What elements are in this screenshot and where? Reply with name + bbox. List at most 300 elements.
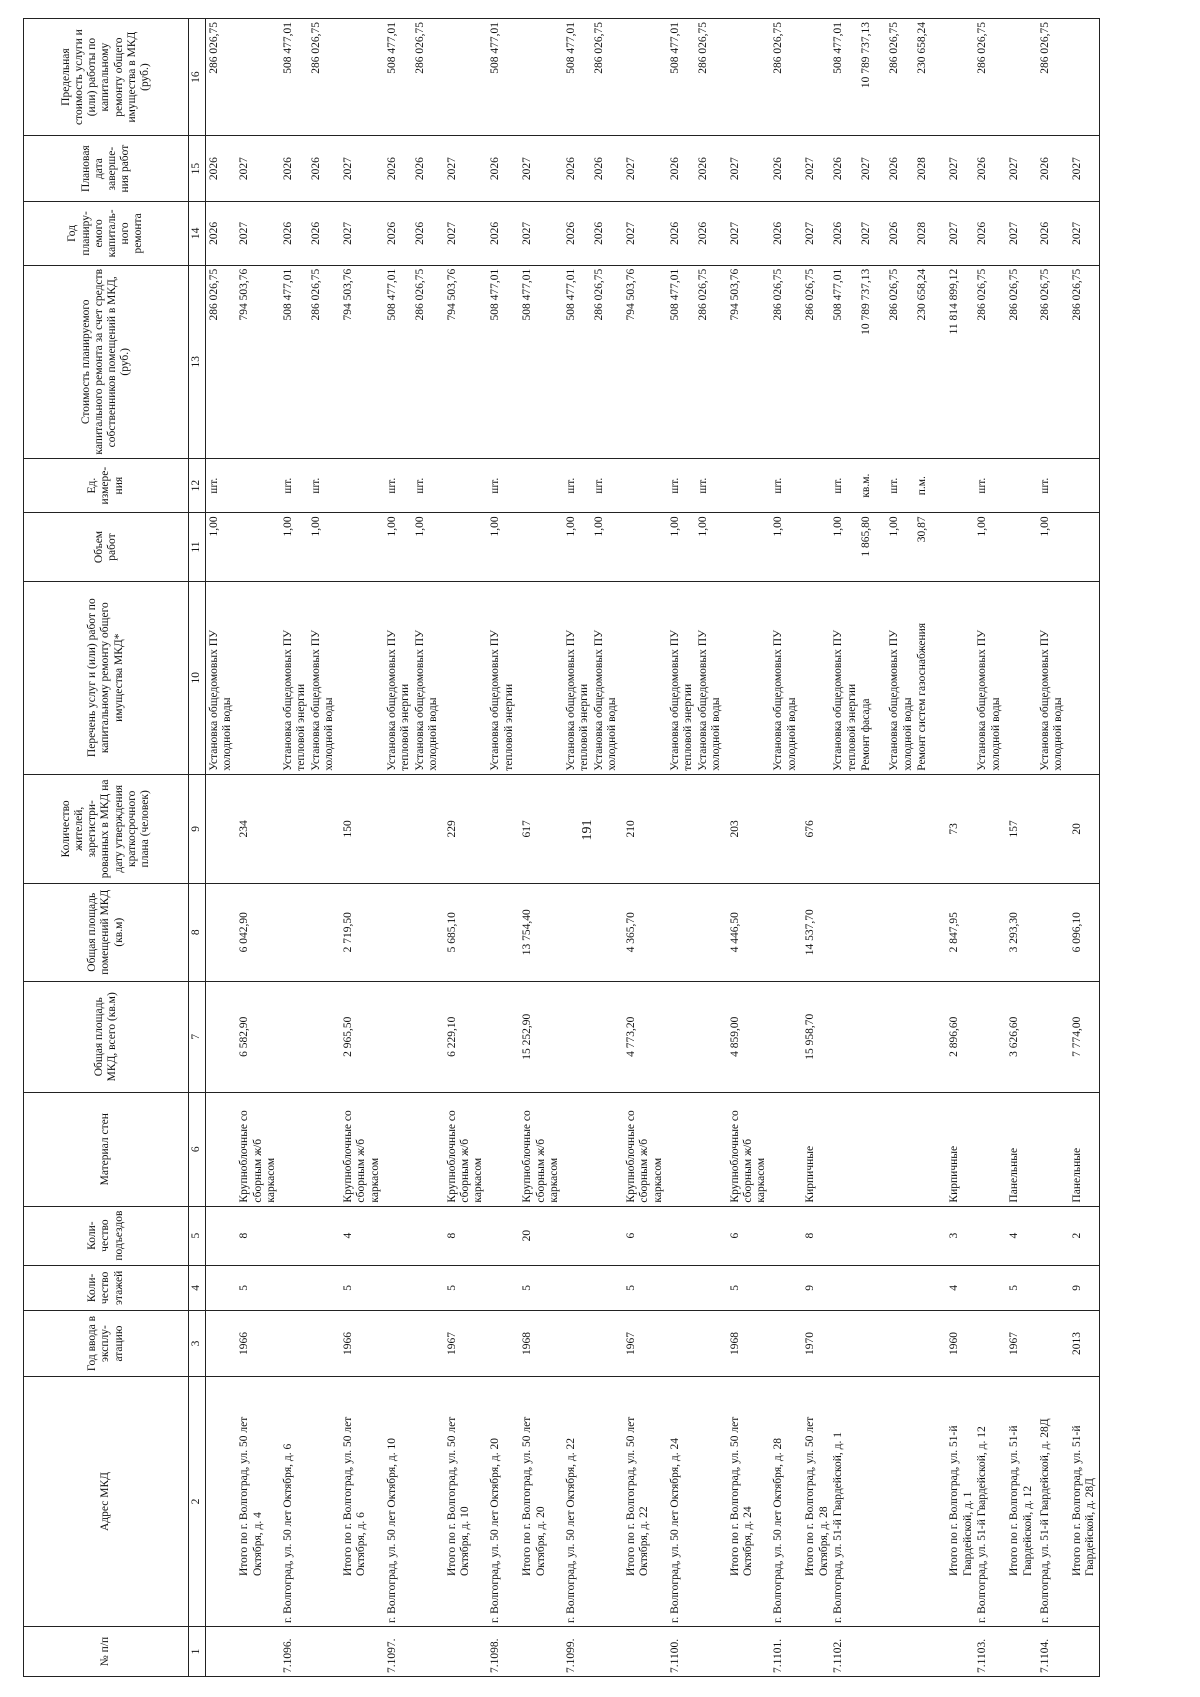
cell-cost: 794 503,76 xyxy=(340,265,384,458)
cell-num xyxy=(1006,1627,1036,1677)
cell-cost xyxy=(946,265,1006,458)
cell-volume-line: 1,00 xyxy=(888,516,901,537)
cell-year-built: 1966 xyxy=(236,1311,280,1377)
cell-unit xyxy=(1006,458,1036,513)
cell-cost: 286 026,75 xyxy=(206,265,237,458)
cell-walls: Крупноблочные со сборным ж/б каркасом xyxy=(444,1092,488,1206)
cell-date: 2027 xyxy=(1006,136,1036,202)
total-address: Итого по г. Волгоград, ул. 50 лет Октября, д. 4 xyxy=(236,1377,280,1627)
cell-year xyxy=(770,202,802,266)
cell-year-built: 1966 xyxy=(340,1311,384,1377)
cell-work-line: Установка общедомовых ПУ тепловой энергии xyxy=(832,629,858,771)
cell-num xyxy=(236,1627,280,1677)
cell-year-line: 2026 xyxy=(593,221,606,245)
cell-volume xyxy=(519,513,563,581)
cell-cost-line: 230 658,24 xyxy=(916,268,929,321)
cell-num xyxy=(206,1627,237,1677)
cell-date-line: 2026 xyxy=(772,157,785,181)
cell-year-built: 1970 xyxy=(802,1311,946,1377)
table-row xyxy=(727,19,771,1677)
cell-empty xyxy=(487,1092,519,1206)
cell-year xyxy=(667,202,727,266)
cell-work-line: Установка общедомовых ПУ тепловой энергии xyxy=(385,629,411,771)
cell-cost xyxy=(487,265,519,458)
cell-volume-line: 1,00 xyxy=(772,516,785,537)
cell-cost: 794 503,76 xyxy=(727,265,771,458)
cell-cost: 794 503,76 xyxy=(444,265,488,458)
cell-limit xyxy=(384,19,444,136)
cell-unit-line: шт. xyxy=(413,477,426,494)
cell-num: 7.1099. xyxy=(563,1627,623,1677)
cell-work: Установка общедомовых ПУ холодной воды xyxy=(206,581,237,774)
table-row xyxy=(384,19,444,1677)
cell-year xyxy=(384,202,444,266)
cell-year-line: 2026 xyxy=(832,221,845,245)
table-body xyxy=(206,19,1100,1677)
header-col-1: № п/п xyxy=(24,1627,189,1677)
cell-year-built: 2013 xyxy=(1069,1311,1100,1377)
cell-num xyxy=(444,1627,488,1677)
table-row xyxy=(280,19,340,1677)
cell-empty xyxy=(206,1311,237,1377)
cell-empty xyxy=(1037,1092,1069,1206)
cell-num: 7.1098. xyxy=(487,1627,519,1677)
cell-walls: Крупноблочные со сборным ж/б каркасом xyxy=(727,1092,771,1206)
cell-empty xyxy=(667,1092,727,1206)
cell-walls: Крупноблочные со сборным ж/б каркасом xyxy=(236,1092,280,1206)
cell-year-line: 2026 xyxy=(310,221,323,245)
cell-address xyxy=(946,1377,1006,1627)
cell-date xyxy=(770,136,802,202)
cell-unit-line: шт. xyxy=(976,477,989,494)
cell-date xyxy=(667,136,727,202)
cell-area-total: 3 626,60 xyxy=(1006,981,1036,1092)
cell-num: 7.1096. xyxy=(280,1627,340,1677)
cell-floors: 5 xyxy=(444,1265,488,1310)
cell-year-line: 2028 xyxy=(916,221,929,245)
column-number-16: 16 xyxy=(189,19,206,136)
cell-empty xyxy=(770,1265,802,1310)
cell-limit xyxy=(1069,19,1100,136)
cell-unit xyxy=(444,458,488,513)
cell-volume-line: 1,00 xyxy=(413,516,426,537)
cell-limit xyxy=(727,19,771,136)
cell-volume-line: 1,00 xyxy=(489,516,502,537)
cell-empty xyxy=(206,1206,237,1265)
cell-num xyxy=(727,1627,771,1677)
cell-work xyxy=(1069,581,1100,774)
column-number-9: 9 xyxy=(189,774,206,883)
cell-limit xyxy=(280,19,340,136)
cell-date xyxy=(802,136,946,202)
cell-year-line: 2026 xyxy=(888,221,901,245)
cell-limit xyxy=(802,19,946,136)
cell-empty xyxy=(1037,1311,1069,1377)
table-row xyxy=(206,19,237,1677)
cell-date: 2027 xyxy=(340,136,384,202)
header-col-11: Объем работ xyxy=(24,513,189,581)
item-number: 7.1102. xyxy=(832,1638,845,1673)
cell-volume-line: 1,00 xyxy=(668,516,681,537)
table-row xyxy=(340,19,384,1677)
cell-limit-line: 508 477,01 xyxy=(565,22,578,74)
cell-cost xyxy=(770,265,802,458)
column-number-row xyxy=(189,19,206,1677)
table-row xyxy=(1069,19,1100,1677)
column-number-14: 14 xyxy=(189,202,206,266)
cell-year-line: 2026 xyxy=(976,221,989,245)
cell-year-line: 2026 xyxy=(772,221,785,245)
cell-date-line: 2026 xyxy=(593,157,606,181)
cell-unit-line: шт. xyxy=(489,477,502,494)
table-row xyxy=(623,19,667,1677)
cell-year: 2027 xyxy=(444,202,488,266)
cell-unit xyxy=(519,458,563,513)
cell-cost-line: 508 477,01 xyxy=(668,268,681,321)
column-number-1: 1 xyxy=(189,1627,206,1677)
cell-unit-line: шт. xyxy=(888,477,901,494)
cell-empty xyxy=(280,1265,340,1310)
cell-limit xyxy=(623,19,667,136)
cell-limit-line: 508 477,01 xyxy=(385,22,398,74)
cell-work-line: Установка общедомовых ПУ холодной воды xyxy=(976,629,1002,771)
cell-work-line: Установка общедомовых ПУ холодной воды xyxy=(310,629,336,771)
total-cost: 11 814 899,12 xyxy=(948,268,961,335)
cell-volume xyxy=(236,513,280,581)
cell-volume xyxy=(667,513,727,581)
cell-cost xyxy=(280,265,340,458)
cell-date-line: 2026 xyxy=(668,157,681,181)
cell-num xyxy=(623,1627,667,1677)
column-number-15: 15 xyxy=(189,136,206,202)
cell-entrances: 6 xyxy=(727,1206,771,1265)
cell-year: 2027 xyxy=(340,202,384,266)
cell-empty xyxy=(563,1311,623,1377)
cell-limit-line: 508 477,01 xyxy=(832,22,845,74)
cell-year-built: 1968 xyxy=(519,1311,563,1377)
total-cost: 286 026,75 xyxy=(804,268,817,321)
header-col-7: Общая площадь МКД, всего (кв.м) xyxy=(24,981,189,1092)
cell-unit-line: шт. xyxy=(593,477,606,494)
cell-num xyxy=(946,1627,1006,1677)
cell-date-line: 2026 xyxy=(976,157,989,181)
cell-residents: 617 xyxy=(519,774,563,883)
column-number-8: 8 xyxy=(189,883,206,981)
cell-empty xyxy=(667,1311,727,1377)
cell-entrances: 3 xyxy=(946,1206,1006,1265)
cell-volume xyxy=(563,513,623,581)
cell-limit-line: 508 477,01 xyxy=(668,22,681,74)
table-row xyxy=(444,19,488,1677)
cell-cost-line: 286 026,75 xyxy=(593,268,606,321)
cell-work xyxy=(384,581,444,774)
cell-residents: 150 xyxy=(340,774,384,883)
cell-empty xyxy=(563,981,623,1092)
cell-cost-line: 508 477,01 xyxy=(565,268,578,321)
cell-limit: 286 026,75 xyxy=(206,19,237,136)
cell-entrances: 6 xyxy=(623,1206,667,1265)
cell-limit-line: 286 026,75 xyxy=(413,22,426,74)
cell-limit xyxy=(519,19,563,136)
cell-limit-line: 286 026,75 xyxy=(976,22,989,74)
cell-work xyxy=(563,581,623,774)
cell-limit-line: 508 477,01 xyxy=(489,22,502,74)
cell-empty xyxy=(1037,883,1069,981)
cell-cost xyxy=(802,265,946,458)
cell-cost-line: 286 026,75 xyxy=(413,268,426,321)
cell-num xyxy=(340,1627,384,1677)
cell-volume-line: 1,00 xyxy=(976,516,989,537)
cell-volume xyxy=(802,513,946,581)
column-number-6: 6 xyxy=(189,1092,206,1206)
cell-work xyxy=(340,581,384,774)
cell-empty xyxy=(384,1092,444,1206)
cell-cost: 286 026,75 xyxy=(1069,265,1100,458)
cell-work xyxy=(487,581,519,774)
cell-empty xyxy=(563,1265,623,1310)
cell-volume-line: 1,00 xyxy=(565,516,578,537)
cell-year-built: 1968 xyxy=(727,1311,771,1377)
cell-address: г. Волгоград, ул. 50 лет Октября, д. 10 xyxy=(384,1377,444,1627)
total-address: Итого по г. Волгоград, ул. 51-й Гвардейской, д. 1 xyxy=(948,1425,974,1576)
column-number-2: 2 xyxy=(189,1377,206,1627)
cell-date-line: 2026 xyxy=(1038,157,1051,181)
cell-unit xyxy=(770,458,802,513)
cell-work-line: Ремонт систем газоснабжения xyxy=(916,622,929,771)
cell-num: 7.1104. xyxy=(1037,1627,1069,1677)
cell-cost-line: 508 477,01 xyxy=(385,268,398,321)
cell-empty xyxy=(384,981,444,1092)
cell-date: 2026 xyxy=(206,136,237,202)
cell-unit xyxy=(623,458,667,513)
cell-area-rooms: 6 042,90 xyxy=(236,883,280,981)
cell-residents: 203 xyxy=(727,774,771,883)
cell-empty xyxy=(563,1092,623,1206)
cell-walls: Панельные xyxy=(1069,1092,1100,1206)
total-address: Итого по г. Волгоград, ул. 50 лет Октября, д. 10 xyxy=(444,1377,488,1627)
cell-empty xyxy=(487,981,519,1092)
cell-empty xyxy=(280,1311,340,1377)
cell-empty xyxy=(280,883,340,981)
cell-walls: Крупноблочные со сборным ж/б каркасом xyxy=(340,1092,384,1206)
cell-cost xyxy=(563,265,623,458)
header-col-3: Год ввода в эксплу-атацию xyxy=(24,1311,189,1377)
cell-empty xyxy=(770,774,802,883)
header-col-4: Коли-чество этажей xyxy=(24,1265,189,1310)
cell-volume xyxy=(280,513,340,581)
cell-entrances: 20 xyxy=(519,1206,563,1265)
cell-year: 2027 xyxy=(236,202,280,266)
total-address: Итого по г. Волгоград, ул. 50 лет Октября, д. 24 xyxy=(727,1377,771,1627)
cell-cost: 508 477,01 xyxy=(519,265,563,458)
cell-empty xyxy=(667,1206,727,1265)
cell-num: 7.1100. xyxy=(667,1627,727,1677)
cell-area-rooms: 2 847,95 xyxy=(946,883,1006,981)
cell-volume xyxy=(623,513,667,581)
cell-year-line: 2026 xyxy=(282,221,295,245)
cell-date xyxy=(1037,136,1069,202)
cell-year: 2027 xyxy=(623,202,667,266)
cell-unit: шт. xyxy=(206,458,237,513)
cell-limit xyxy=(1006,19,1036,136)
cell-residents: 73 xyxy=(946,774,1006,883)
cell-address: г. Волгоград, ул. 50 лет Октября, д. 22 xyxy=(563,1377,623,1627)
cell-date: 2027 xyxy=(1069,136,1100,202)
table-row xyxy=(236,19,280,1677)
header-col-14: Год планиру-емого капиталь-ного ремонта xyxy=(24,202,189,266)
cell-cost-line: 286 026,75 xyxy=(888,268,901,321)
cell-volume xyxy=(727,513,771,581)
cell-date-line: 2026 xyxy=(696,157,709,181)
cell-year xyxy=(802,202,946,266)
cell-year-line: 2026 xyxy=(565,221,578,245)
cell-work-line: Установка общедомовых ПУ холодной воды xyxy=(1038,629,1065,771)
total-date: 2027 xyxy=(804,157,817,181)
cell-date xyxy=(384,136,444,202)
cell-year-built: 1967 xyxy=(1006,1311,1036,1377)
cell-limit xyxy=(1037,19,1069,136)
cell-unit xyxy=(727,458,771,513)
cell-year xyxy=(563,202,623,266)
cell-walls: Кирпичные xyxy=(802,1092,946,1206)
cell-address xyxy=(206,1377,237,1627)
cell-empty xyxy=(206,981,237,1092)
cell-limit-line: 286 026,75 xyxy=(593,22,606,74)
cell-year-line: 2026 xyxy=(1038,221,1051,245)
column-number-5: 5 xyxy=(189,1206,206,1265)
cell-year: 2027 xyxy=(1006,202,1036,266)
column-number-11: 11 xyxy=(189,513,206,581)
cell-volume xyxy=(1037,513,1069,581)
column-number-13: 13 xyxy=(189,265,206,458)
cell-area-rooms: 14 537,70 xyxy=(802,883,946,981)
table-row xyxy=(770,19,802,1677)
cell-empty xyxy=(487,1206,519,1265)
cell-work xyxy=(770,581,802,774)
total-address: Итого по г. Волгоград, ул. 50 лет Октября, д. 6 xyxy=(340,1377,384,1627)
cell-volume xyxy=(487,513,519,581)
cell-date xyxy=(563,136,623,202)
column-number-12: 12 xyxy=(189,458,206,513)
cell-entrances: 8 xyxy=(802,1206,946,1265)
cell-limit-line: 286 026,75 xyxy=(888,22,901,74)
cell-volume-line: 1,00 xyxy=(1038,516,1051,537)
total-address: Итого по г. Волгоград, ул. 51-й Гвардейской, д. 28Д xyxy=(1069,1377,1100,1627)
cell-entrances: 8 xyxy=(444,1206,488,1265)
cell-work xyxy=(519,581,563,774)
cell-work xyxy=(1037,581,1069,774)
cell-work xyxy=(727,581,771,774)
cell-date-line: 2026 xyxy=(310,157,323,181)
cell-empty xyxy=(487,883,519,981)
cell-entrances: 8 xyxy=(236,1206,280,1265)
total-address: Итого по г. Волгоград, ул. 50 лет Октября, д. 20 xyxy=(519,1377,563,1627)
cell-walls: Кирпичные xyxy=(946,1092,1006,1206)
cell-empty xyxy=(206,774,237,883)
cell-year-line: 2026 xyxy=(413,221,426,245)
cell-cost: 794 503,76 xyxy=(236,265,280,458)
cell-area-rooms: 5 685,10 xyxy=(444,883,488,981)
cell-residents: 676 xyxy=(802,774,946,883)
cell-empty xyxy=(280,1206,340,1265)
cell-unit xyxy=(384,458,444,513)
cell-empty xyxy=(206,883,237,981)
cell-cost xyxy=(384,265,444,458)
cell-empty xyxy=(563,883,623,981)
cell-unit xyxy=(946,458,1006,513)
cell-year xyxy=(280,202,340,266)
cell-unit-line: шт. xyxy=(282,477,295,494)
item-address: г. Волгоград, ул. 51-й Гвардейской, д. 12 xyxy=(976,1426,989,1623)
cell-floors: 5 xyxy=(727,1265,771,1310)
cell-volume-line: 1,00 xyxy=(696,516,709,537)
cell-work xyxy=(1006,581,1036,774)
cell-year-built: 1960 xyxy=(946,1311,1006,1377)
cell-date xyxy=(280,136,340,202)
cell-date: 2027 xyxy=(623,136,667,202)
cell-unit xyxy=(1037,458,1069,513)
cell-empty xyxy=(1037,1265,1069,1310)
cell-work-line: Установка общедомовых ПУ холодной воды xyxy=(772,629,798,771)
cell-area-total: 2 896,60 xyxy=(946,981,1006,1092)
cell-unit xyxy=(340,458,384,513)
cell-unit xyxy=(667,458,727,513)
cell-limit-line: 230 658,24 xyxy=(916,22,929,74)
cell-unit xyxy=(487,458,519,513)
cell-floors: 5 xyxy=(340,1265,384,1310)
cell-cost xyxy=(667,265,727,458)
page-number: 191 xyxy=(580,819,595,841)
cell-year-line: 2026 xyxy=(696,221,709,245)
cell-volume-line: 1,00 xyxy=(310,516,323,537)
cell-empty xyxy=(384,1265,444,1310)
cell-cost-line: 508 477,01 xyxy=(489,268,502,321)
cell-date xyxy=(946,136,1006,202)
cell-empty xyxy=(280,981,340,1092)
cell-residents: 210 xyxy=(623,774,667,883)
cell-walls: Крупноблочные со сборным ж/б каркасом xyxy=(519,1092,563,1206)
cell-entrances: 2 xyxy=(1069,1206,1100,1265)
cell-area-total: 4 773,20 xyxy=(623,981,667,1092)
cell-floors: 5 xyxy=(623,1265,667,1310)
cell-floors: 4 xyxy=(946,1265,1006,1310)
cell-limit xyxy=(667,19,727,136)
total-address: Итого по г. Волгоград, ул. 51-й Гвардейской, д. 12 xyxy=(1006,1377,1036,1627)
cell-unit xyxy=(1069,458,1100,513)
cell-work-line: Установка общедомовых ПУ холодной воды xyxy=(888,629,914,771)
cell-empty xyxy=(770,1206,802,1265)
cell-date: 2027 xyxy=(727,136,771,202)
cell-work-line: Установка общедомовых ПУ тепловой энергии xyxy=(489,629,515,771)
cell-floors: 9 xyxy=(802,1265,946,1310)
cell-volume-line: 1,00 xyxy=(282,516,295,537)
cell-work xyxy=(444,581,488,774)
cell-volume xyxy=(946,513,1006,581)
cell-date xyxy=(487,136,519,202)
cell-work-line: Установка общедомовых ПУ холодной воды xyxy=(413,629,439,771)
cell-area-rooms: 4 365,70 xyxy=(623,883,667,981)
cell-date-line: 2026 xyxy=(888,157,901,181)
table-row xyxy=(667,19,727,1677)
cell-unit-line: шт. xyxy=(565,477,578,494)
cell-empty xyxy=(206,1265,237,1310)
total-date: 2027 xyxy=(948,157,961,181)
cell-empty xyxy=(1037,774,1069,883)
cell-limit-line: 286 026,75 xyxy=(310,22,323,74)
total-address: Итого по г. Волгоград, ул. 50 лет Октября, д. 22 xyxy=(623,1377,667,1627)
total-year: 2027 xyxy=(948,221,961,245)
cell-limit xyxy=(236,19,280,136)
